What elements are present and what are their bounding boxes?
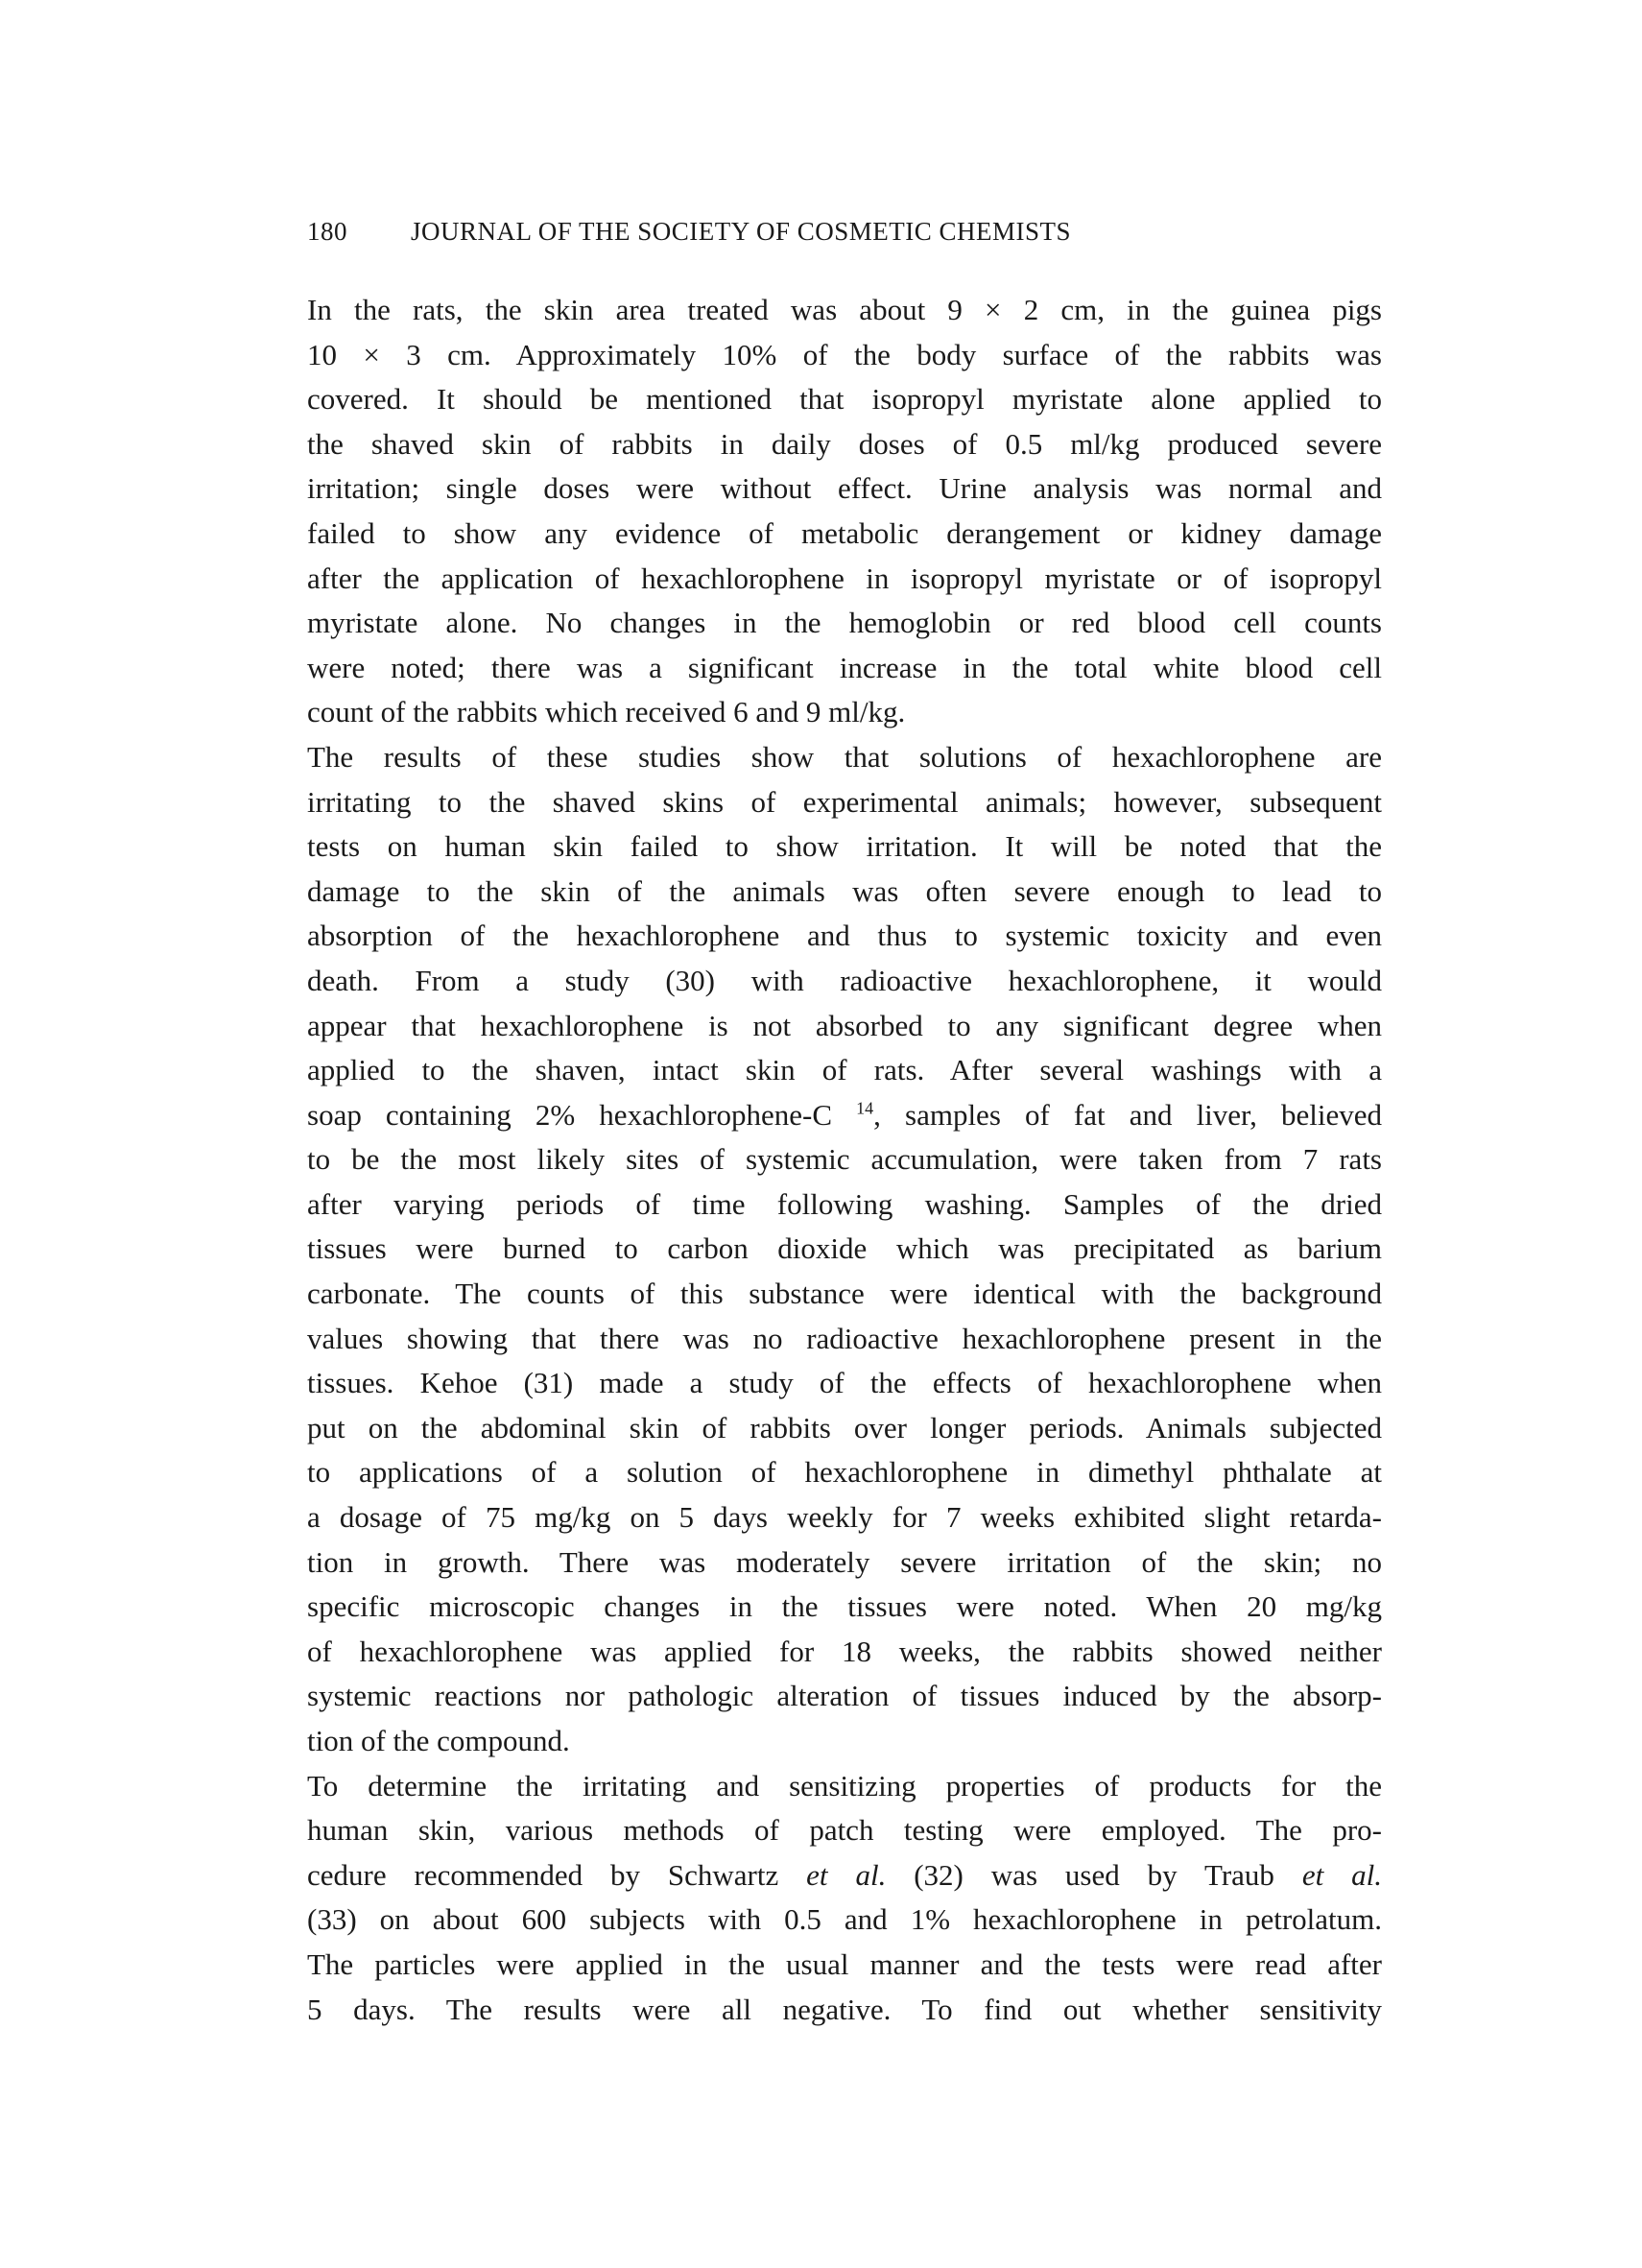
text-line: irritation; single doses were without effect. Urine analysis was normal and: [307, 471, 1382, 506]
page-number: 180: [307, 217, 347, 246]
text-line: after varying periods of time following washing. Samples of the dried: [307, 1186, 1382, 1221]
text-line: damage to the skin of the animals was often severe enough to lead to: [307, 873, 1382, 908]
text-line: carbonate. The counts of this substance were identical with the background: [307, 1277, 1382, 1311]
article-body: [307, 288, 1382, 2032]
text-line: to applications of a solution of hexachlorophene in dimethyl phthalate at: [307, 1455, 1382, 1490]
text-line: human skin, various methods of patch testing were employed. The pro-: [307, 1813, 1382, 1848]
text-line: of hexachlorophene was applied for 18 weeks, the rabbits showed neither: [307, 1634, 1382, 1668]
text-line: were noted; there was a significant increase in the total white blood cell: [307, 650, 1382, 684]
text-line: systemic reactions nor pathologic alteration of tissues induced by the absorp-: [307, 1679, 1382, 1713]
text-line: In the rats, the skin area treated was about 9 × 2 cm, in the guinea pigs: [307, 293, 1382, 326]
text-line: applied to the shaven, intact skin of rats. After several washings with a: [307, 1053, 1382, 1087]
text-line: tests on human skin failed to show irritation. It will be noted that the: [307, 829, 1382, 864]
text-line: absorption of the hexachlorophene and thus to systemic toxicity and even: [307, 919, 1382, 953]
text-span: (32) was used by Traub: [886, 1857, 1302, 1892]
text-line: tion of the compound.: [307, 1724, 570, 1757]
text-line: 5 days. The results were all negative. To find out whether sensitivity: [307, 1992, 1382, 2026]
text-line: death. From a study (30) with radioactive hexachlorophene, it would: [307, 963, 1382, 997]
superscript: 14: [856, 1098, 874, 1118]
text-line: the shaved skin of rabbits in daily doses of 0.5 ml/kg produced severe: [307, 426, 1382, 461]
text-line: The particles were applied in the usual manner and the tests were read after: [307, 1946, 1382, 1981]
italic-text: et al.: [1301, 1857, 1382, 1892]
text-line: after the application of hexachlorophene in isopropyl myristate or of isopropyl: [307, 561, 1382, 595]
text-line: values showing that there was no radioactive hexachlorophene present in the: [307, 1321, 1382, 1355]
journal-title: JOURNAL OF THE SOCIETY OF COSMETIC CHEMISTS: [411, 217, 1072, 246]
text-line: specific microscopic changes in the tissues were noted. When 20 mg/kg: [307, 1589, 1382, 1624]
text-line: tion in growth. There was moderately severe irritation of the skin; no: [307, 1544, 1382, 1579]
text-line: To determine the irritating and sensitizing properties of products for the: [307, 1768, 1382, 1802]
text-line: covered. It should be mentioned that isopropyl myristate alone applied to: [307, 382, 1382, 417]
text-line: a dosage of 75 mg/kg on 5 days weekly for 7 weeks exhibited slight retarda-: [307, 1500, 1382, 1535]
text-line: count of the rabbits which received 6 and 9 ml/kg.: [307, 695, 906, 729]
text-line: put on the abdominal skin of rabbits over longer periods. Animals subjected: [307, 1410, 1382, 1444]
text-line: 10 × 3 cm. Approximately 10% of the body surface of the rabbits was: [307, 337, 1382, 371]
text-line: irritating to the shaved skins of experimental animals; however, subsequent: [307, 784, 1382, 819]
paragraph: [307, 735, 1382, 1764]
paragraph: [307, 288, 1382, 735]
text-line: failed to show any evidence of metabolic derangement or kidney damage: [307, 515, 1382, 550]
text-line: [307, 1853, 1382, 1898]
text-line: [307, 1093, 1382, 1138]
text-line: appear that hexachlorophene is not absorbed to any significant degree when: [307, 1008, 1382, 1042]
text-line: myristate alone. No changes in the hemoglobin or red blood cell counts: [307, 606, 1382, 640]
text-span: , samples of fat and liver, believed: [873, 1097, 1382, 1132]
text-line: to be the most likely sites of systemic accumulation, were taken from 7 rats: [307, 1142, 1382, 1177]
text-line: (33) on about 600 subjects with 0.5 and 1% hexachlorophene in petrolatum.: [307, 1902, 1382, 1937]
text-span: cedure recommended by Schwartz: [307, 1857, 807, 1892]
text-line: tissues were burned to carbon dioxide which was precipitated as barium: [307, 1231, 1382, 1266]
text-line: The results of these studies show that solutions of hexachlorophene are: [307, 739, 1382, 774]
paragraph: [307, 1764, 1382, 2033]
text-line: tissues. Kehoe (31) made a study of the effects of hexachlorophene when: [307, 1366, 1382, 1400]
italic-text: et al.: [806, 1857, 887, 1892]
text-span: soap containing 2% hexachlorophene-C: [307, 1097, 857, 1132]
